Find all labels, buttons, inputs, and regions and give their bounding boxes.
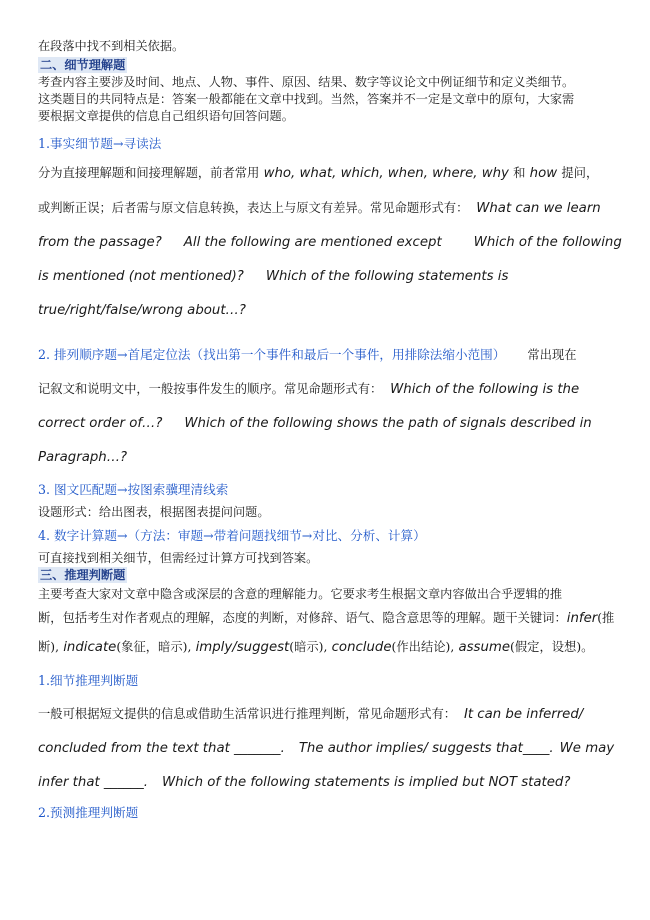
text-span: imply/suggest: [191, 640, 290, 655]
text-span: (推: [597, 611, 615, 625]
text-span: concluded from the text that _______.: [38, 741, 285, 756]
text-span: What can we learn: [476, 201, 601, 216]
text-span: Which of the following: [473, 235, 622, 250]
text-span: 和: [513, 166, 526, 180]
text-span: how: [525, 166, 562, 181]
text-line: [38, 260, 618, 294]
text-span: 记叙文和说明文中，一般按事件发生的顺序。常见命题形式有：: [38, 382, 383, 396]
subheading-detail-inference: 1.细节推理判断题: [38, 673, 139, 688]
text-line: [38, 156, 618, 191]
text-line: 可直接找到相关细节，但需经过计算方可找到答案。: [38, 551, 319, 565]
subheading-calculation: 4. 数字计算题→（方法：审题→带着问题找细节→对比、分析、计算）: [38, 528, 426, 543]
text-span: (假定，设想)。: [510, 640, 594, 654]
text-span: Which of the following is the: [390, 382, 580, 397]
text-line: [38, 697, 618, 732]
text-line: 要根据文章提供的信息自己组织语句回答问题。: [38, 109, 294, 123]
text-span: 断，包括考生对作者观点的理解，态度的判断，对修辞、语气、隐含意思等的理解。题干关键词：: [38, 611, 567, 625]
text-span: conclude: [327, 640, 392, 655]
text-line: [38, 407, 618, 441]
text-line: [38, 604, 618, 633]
text-line: 设题形式：给出图表，根据图表提问问题。: [38, 505, 270, 519]
section-heading-3-label: 三、推理判断题: [40, 568, 126, 582]
text-span: 一般可根据短文提供的信息或借助生活常识进行推理判断，常见命题形式有：: [38, 707, 457, 721]
text-span: It can be inferred/: [463, 707, 584, 722]
text-line: 考查内容主要涉及时间、地点、人物、事件、原因、结果、数字等议论文中例证细节和定义类细节。: [38, 75, 575, 89]
text-span: 常出现在: [527, 348, 577, 362]
section-heading-2-label: 二、细节理解题: [40, 58, 126, 72]
section-heading-2: [38, 57, 618, 74]
document-page: [38, 38, 622, 821]
text-line: [38, 191, 618, 226]
text-line: [38, 766, 618, 800]
text-line: true/right/false/wrong about…?: [38, 303, 246, 318]
text-line: 这类题目的共同特点是：答案一般都能在文章中找到。当然，答案并不一定是文章中的原句，大家需: [38, 92, 575, 106]
text-span: Which of the following shows the path of signals described in: [184, 416, 592, 431]
text-span: infer that ______.: [38, 775, 149, 790]
text-line: [38, 372, 618, 407]
text-span: infer: [566, 611, 598, 626]
text-span: Which of the following statements is: [265, 269, 509, 284]
subheading-prediction-inference: 2.预测推理判断题: [38, 805, 139, 820]
text-line: [38, 633, 618, 662]
text-span: assume: [454, 640, 511, 655]
text-span: who, what, which, when, where, why: [259, 166, 514, 181]
text-span: from the passage?: [38, 235, 162, 250]
text-span: is mentioned (not mentioned)?: [38, 269, 244, 284]
text-line: [38, 226, 622, 260]
text-span: 分为直接理解题和间接理解题，前者常用: [38, 166, 260, 180]
text-span: 或判断正误；后者需与原文信息转换，表达上与原文有差异。常见命题形式有：: [38, 201, 469, 215]
text-line: 主要考查大家对文章中隐含或深层的含意的理解能力。它要求考生根据文章内容做出合乎逻辑的推: [38, 587, 563, 601]
text-span: 2. 排列顺序题→首尾定位法（找出第一个事件和最后一个事件，用排除法缩小范围）: [38, 347, 506, 362]
text-span: (象征，暗示),: [116, 640, 192, 654]
text-line: Paragraph…?: [38, 450, 128, 465]
section-heading-3: [38, 567, 618, 584]
text-span: (作出结论),: [391, 640, 455, 654]
text-span: (暗示),: [289, 640, 328, 654]
text-span: correct order of…?: [38, 416, 163, 431]
text-span: indicate: [59, 640, 117, 655]
subheading-order: [38, 338, 618, 372]
subheading-fact-detail: 1.事实细节题→寻读法: [38, 136, 162, 151]
text-span: We may: [559, 741, 615, 756]
text-span: 断),: [38, 640, 60, 654]
text-span: 提问，: [561, 166, 599, 180]
text-span: Which of the following statements is implied but NOT stated?: [162, 775, 571, 790]
text-line: [38, 732, 618, 766]
text-span: The author implies/ suggests that____.: [298, 741, 554, 756]
text-span: All the following are mentioned except: [183, 235, 442, 250]
text-line: 在段落中找不到相关依据。: [38, 39, 185, 53]
subheading-picture-match: 3. 图文匹配题→按图索骥理清线索: [38, 482, 229, 497]
